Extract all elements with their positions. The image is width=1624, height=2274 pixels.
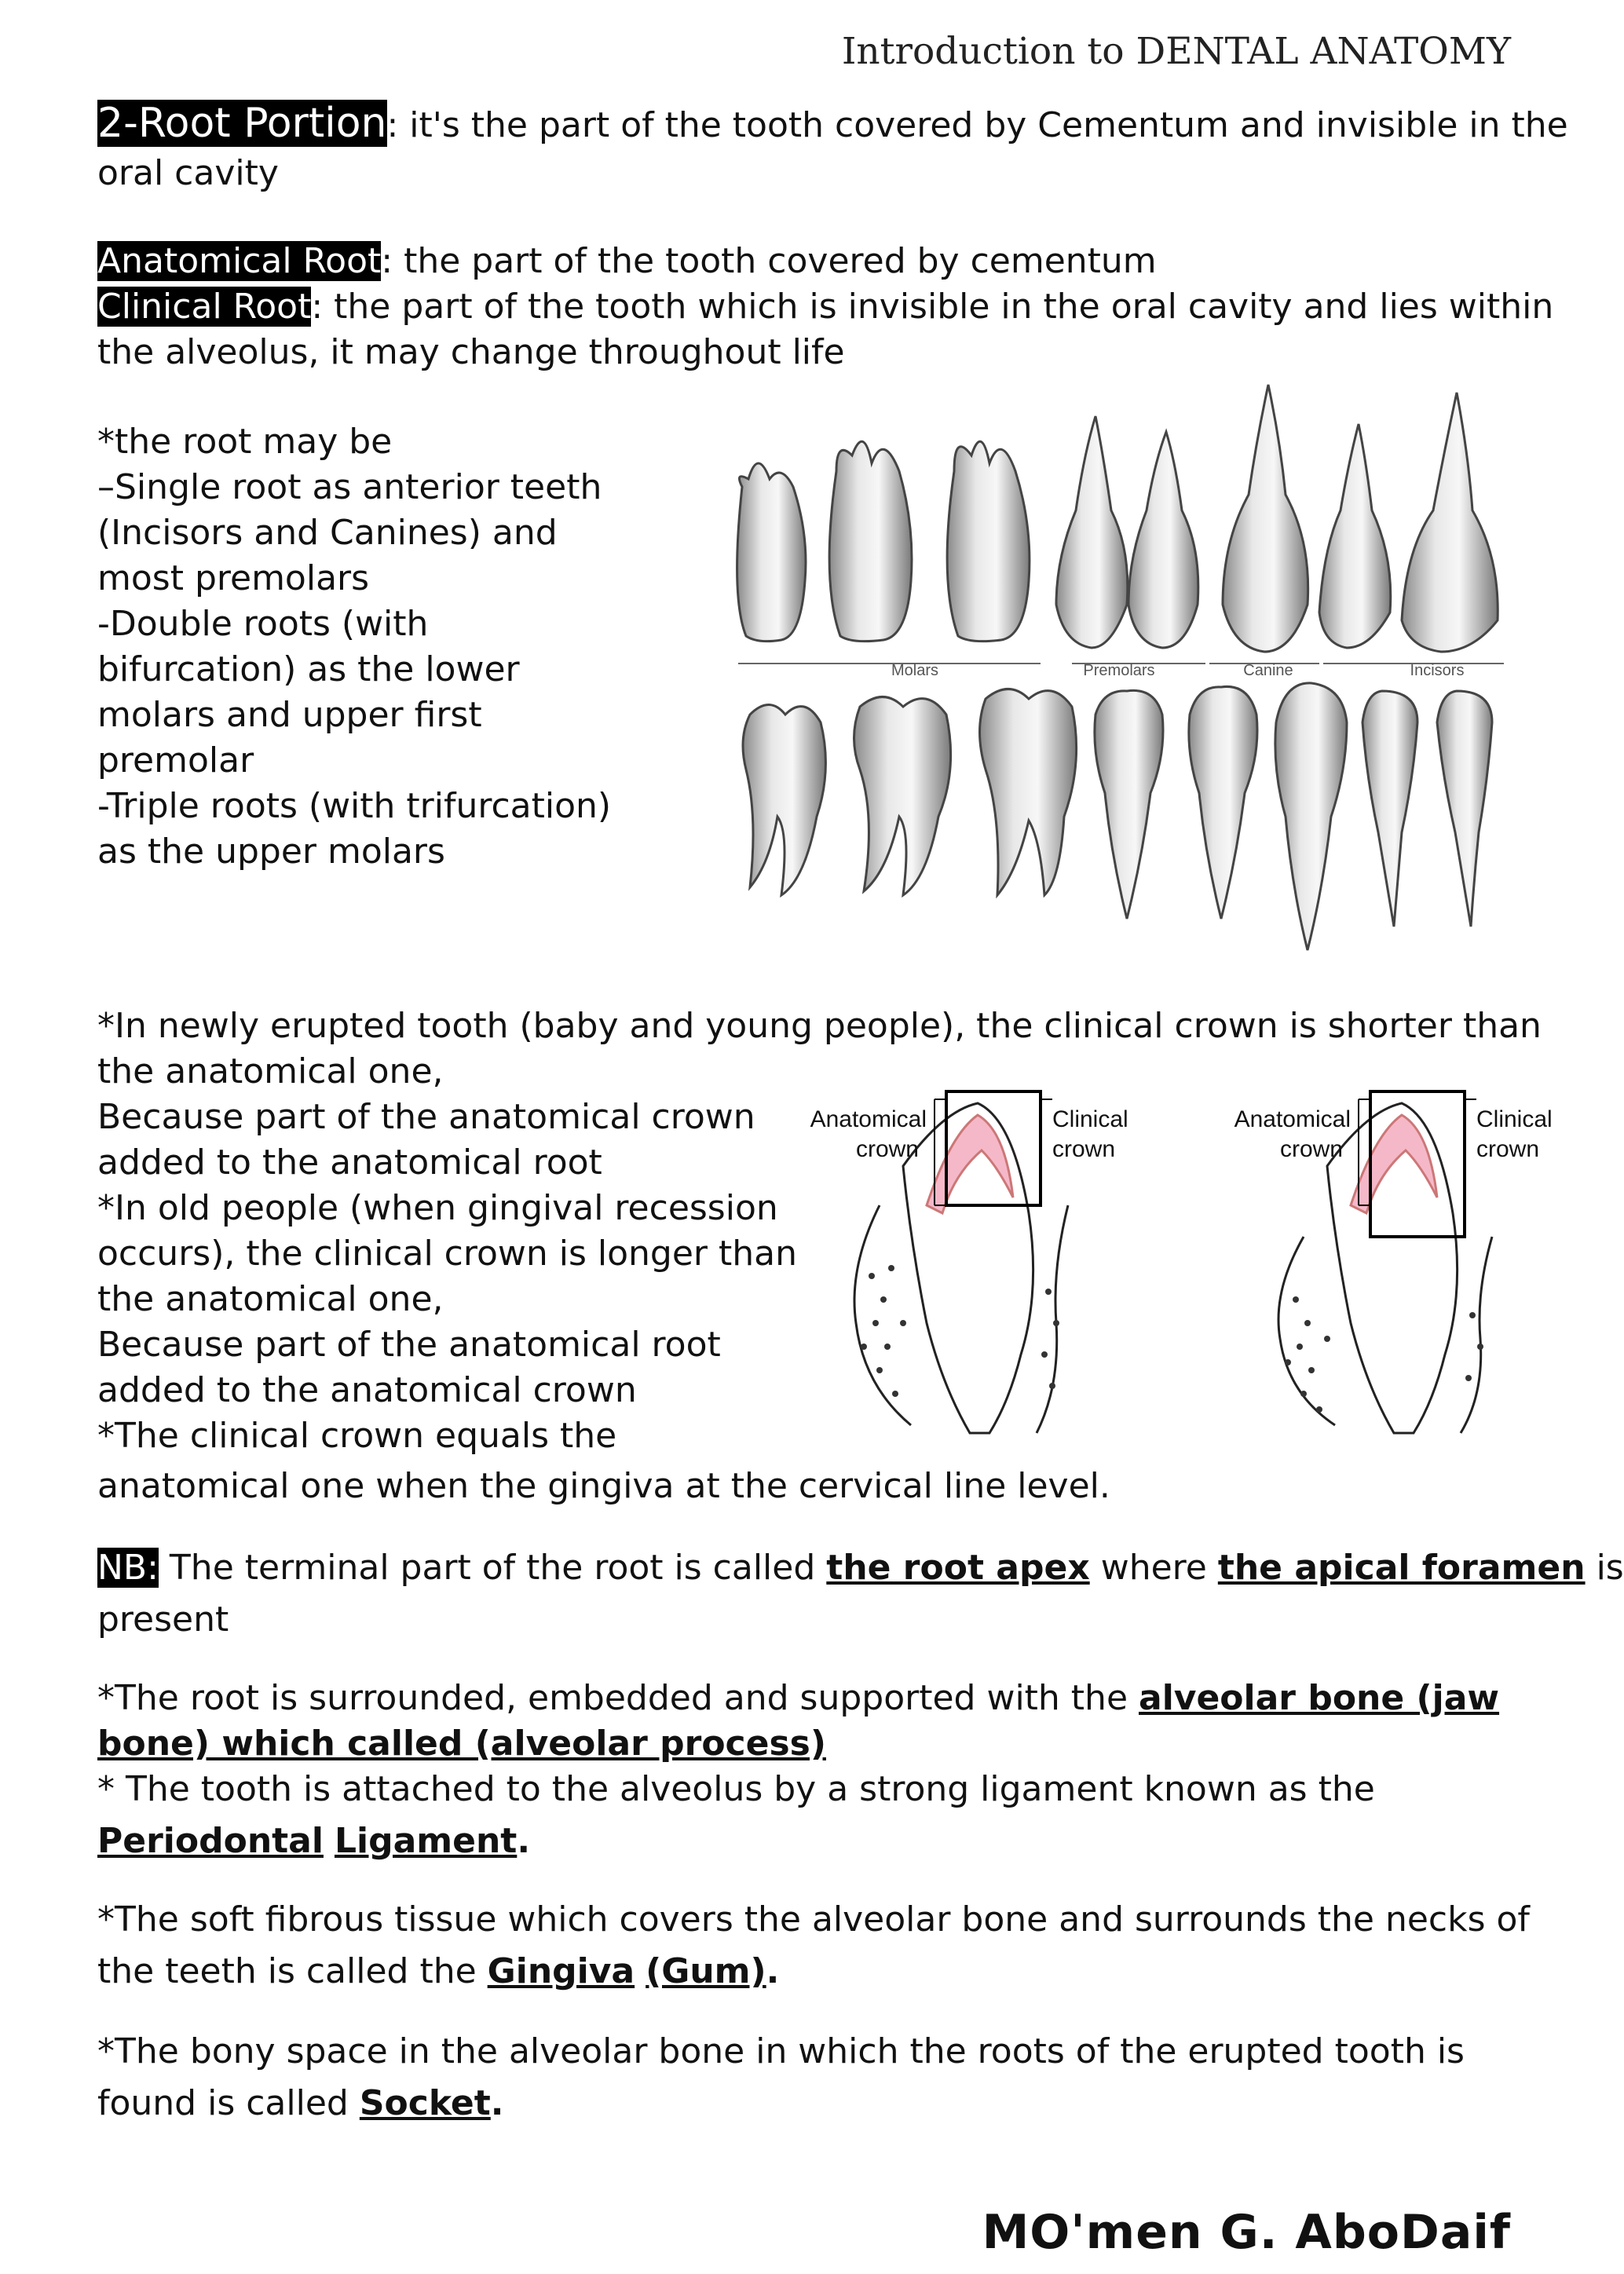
upper-molar-3 [947, 441, 1030, 641]
crown-text-line: *The clinical crown equals the [97, 1416, 617, 1456]
alveolar-bone-term: alveolar bone (jaw [1139, 1678, 1500, 1718]
upper-molar-2 [829, 441, 912, 641]
crown-text-line: occurs), the clinical crown is longer than [97, 1234, 797, 1274]
root-types-line: –Single root as anterior teeth [97, 467, 602, 507]
anatomical-root-line [97, 239, 1157, 284]
nb-text: where [1089, 1548, 1218, 1588]
lower-molar-2 [854, 697, 951, 896]
alveolar-line-2 [97, 1721, 826, 1767]
left-clinical-label-1: Clinical [1052, 1106, 1128, 1132]
left-clinical-label-2: crown [1052, 1136, 1116, 1162]
gingiva-line-1: *The soft fibrous tissue which covers the alveolar bone and surrounds the necks of [97, 1899, 1530, 1939]
socket-line-2 [97, 2081, 504, 2126]
label-molars: Molars [891, 662, 939, 679]
gingiva-end: . [766, 1951, 780, 1991]
crown-text-line: Because part of the anatomical crown [97, 1097, 755, 1137]
root-types-line: bifurcation) as the lower [97, 649, 520, 689]
right-clinical-label-1: Clinical [1476, 1106, 1553, 1132]
clinical-root-def: : the part of the tooth which is invisible in the oral cavity and lies within [311, 287, 1554, 327]
gingiva-line-2 [97, 1949, 779, 1994]
anatomical-root-term: Anatomical Root [97, 241, 382, 281]
lower-premolar-1 [1095, 690, 1163, 919]
gum-term: (Gum) [646, 1951, 766, 1991]
socket-term: Socket [359, 2083, 491, 2123]
anatomical-root-def: : the part of the tooth covered by cementum [381, 241, 1157, 281]
gingiva-term: Gingiva [487, 1951, 635, 1991]
socket-text: found is called [97, 2083, 360, 2123]
clinical-root-line-1 [97, 284, 1553, 330]
nb-label: NB: [97, 1548, 159, 1588]
clinical-root-term: Clinical Root [97, 287, 312, 327]
nb-text: is [1585, 1548, 1624, 1588]
upper-incisor-central [1402, 393, 1498, 652]
ligament-line-1: * The tooth is attached to the alveolus by a strong ligament known as the [97, 1769, 1375, 1809]
label-incisors: Incisors [1410, 662, 1465, 679]
nb-line-1 [97, 1545, 1624, 1591]
lower-incisor-central [1437, 691, 1492, 927]
upper-premolar-1 [1056, 416, 1128, 648]
root-portion-def: : it's the part of the tooth covered by Cementum and invisible in the [386, 105, 1568, 145]
root-types-line: *the root may be [97, 422, 393, 462]
lower-canine [1275, 683, 1347, 950]
lower-incisor-lateral [1362, 691, 1417, 927]
alveolar-text: *The root is surrounded, embedded and supported with the [97, 1678, 1139, 1718]
socket-end: . [490, 2083, 504, 2123]
root-types-line: as the upper molars [97, 832, 445, 872]
crown-text-line: added to the anatomical crown [97, 1370, 637, 1410]
lower-molar-3 [980, 689, 1077, 896]
left-anatomical-label-1: Anatomical [810, 1106, 927, 1132]
upper-incisor-lateral [1319, 424, 1391, 648]
upper-molar-1 [737, 463, 806, 642]
right-clinical-label-2: crown [1476, 1136, 1540, 1162]
crown-text-line: added to the anatomical root [97, 1142, 602, 1183]
root-portion-line-2: oral cavity [97, 153, 279, 193]
root-types-list [97, 419, 611, 875]
label-premolars: Premolars [1083, 662, 1155, 679]
root-portion-term: 2-Root Portion [97, 100, 387, 147]
crown-line-full-2: anatomical one when the gingiva at the cervical line level. [97, 1466, 1110, 1506]
crown-text-column [97, 1049, 797, 1459]
label-canine: Canine [1243, 662, 1293, 679]
author-signature: MO'men G. AboDaif [982, 2205, 1511, 2260]
root-portion-line-1 [97, 101, 1568, 148]
ligament-end: . [517, 1821, 531, 1861]
apical-foramen-term: the apical foramen [1217, 1548, 1586, 1588]
lower-premolar-2 [1189, 686, 1257, 919]
root-types-line: most premolars [97, 558, 370, 598]
crown-text-line: the anatomical one, [97, 1279, 444, 1319]
alveolar-process-term: bone) which called (alveolar process) [97, 1724, 826, 1764]
right-anatomical-label-2: crown [1279, 1136, 1343, 1162]
alveolar-line-1 [97, 1676, 1499, 1721]
teeth-illustration [726, 377, 1543, 958]
crown-text-line: *In old people (when gingival recession [97, 1188, 778, 1228]
ligament-line-2 [97, 1819, 530, 1864]
root-types-line: (Incisors and Canines) and [97, 513, 558, 553]
root-apex-term: the root apex [826, 1548, 1090, 1588]
crown-text-line: Because part of the anatomical root [97, 1325, 721, 1365]
gingiva-text: the teeth is called the [97, 1951, 488, 1991]
clinical-root-line-2: the alveolus, it may change throughout life [97, 332, 845, 372]
ligament-term: Ligament [334, 1821, 518, 1861]
root-types-line: molars and upper first [97, 695, 482, 735]
crown-diagram [785, 1088, 1571, 1457]
nb-line-2: present [97, 1599, 229, 1640]
page-header: Introduction to DENTAL ANATOMY [841, 30, 1511, 73]
root-types-line: premolar [97, 740, 254, 781]
left-anatomical-label-2: crown [855, 1136, 919, 1162]
periodontal-term: Periodontal [97, 1821, 324, 1861]
crown-text-line: the anatomical one, [97, 1051, 444, 1091]
crown-line-full-1: *In newly erupted tooth (baby and young people), the clinical crown is shorter than [97, 1006, 1542, 1046]
upper-canine [1223, 385, 1308, 652]
upper-premolar-2 [1128, 432, 1198, 648]
right-anatomical-label-1: Anatomical [1234, 1106, 1351, 1132]
root-types-line: -Triple roots (with trifurcation) [97, 786, 612, 826]
socket-line-1: *The bony space in the alveolar bone in which the roots of the erupted tooth is [97, 2031, 1465, 2071]
lower-molar-1 [743, 705, 825, 896]
nb-text: The terminal part of the root is called [158, 1548, 827, 1588]
root-types-line: -Double roots (with [97, 604, 429, 644]
